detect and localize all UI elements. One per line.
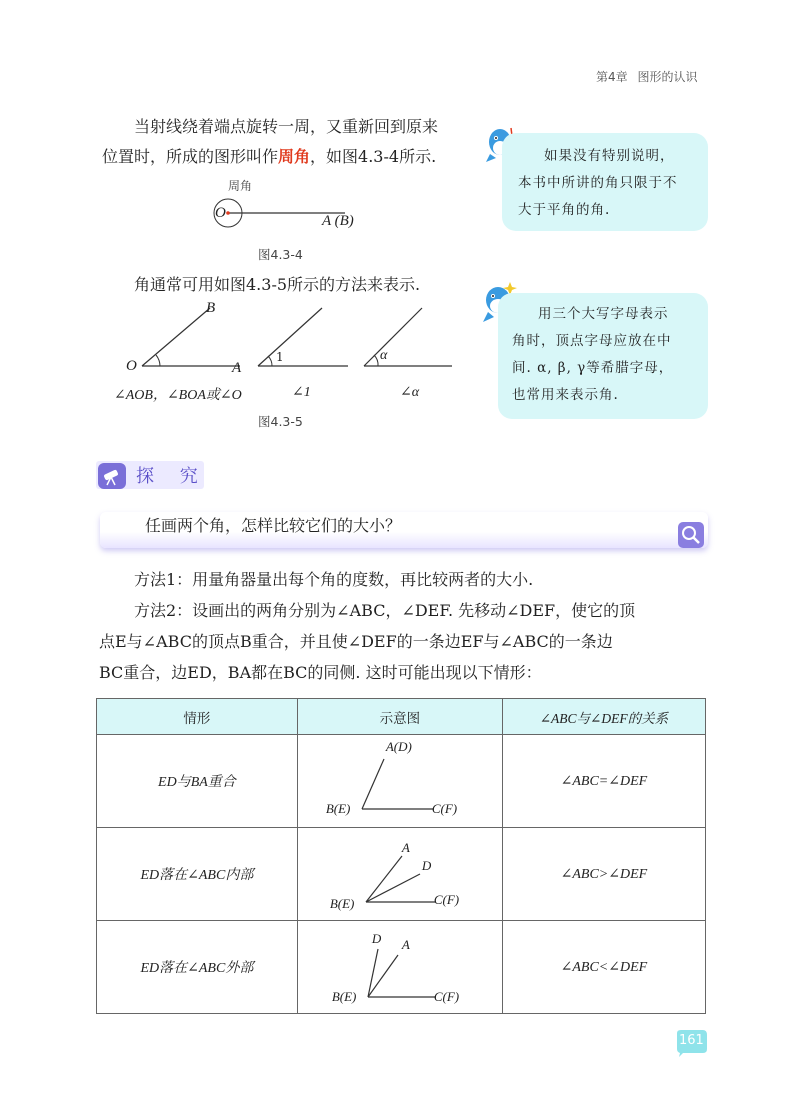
page-number: 161 xyxy=(679,1033,704,1048)
explore-question: 任画两个角，怎样比较它们的大小？ xyxy=(145,516,402,535)
situations-table xyxy=(96,698,706,1014)
row3-label-left: B(E) xyxy=(331,989,357,1004)
intro-line-1: 当射线绕着端点旋转一周，又重新回到原来 xyxy=(134,117,439,136)
method-1: 方法1：用量角器量出每个角的度数，再比较两者的大小. xyxy=(134,570,534,589)
fig435-subcaption-3: ∠α xyxy=(400,385,420,400)
note-box-1 xyxy=(502,133,708,231)
note-box-2 xyxy=(498,293,708,419)
intro-line-2-prefix: 位置时，所成的图形叫作 xyxy=(102,147,279,166)
note-2-line-2: 角时，顶点字母应放在中 xyxy=(512,333,672,349)
note-2-line-3: 间. α, β, γ等希腊字母， xyxy=(512,360,674,376)
note-2-line-1: 用三个大写字母表示 xyxy=(538,306,669,322)
row3-label-right: C(F) xyxy=(433,989,460,1004)
note-2-text xyxy=(498,293,708,409)
row1-relation: ∠ABC=∠DEF xyxy=(502,735,705,828)
chapter-number: 第4章 xyxy=(596,70,628,84)
fig434-label-top: 周角 xyxy=(228,179,253,193)
row3-relation: ∠ABC<∠DEF xyxy=(502,921,705,1014)
fig434-label-ab: A (B) xyxy=(322,213,354,229)
note-1-text xyxy=(502,133,708,224)
row1-label-top: A(D) xyxy=(385,739,412,754)
intro-paragraph xyxy=(102,112,494,172)
chapter-header xyxy=(596,68,697,85)
header-diagram: 示意图 xyxy=(297,699,502,735)
explore-title: 探 究 xyxy=(136,466,208,487)
figure-4-3-5 xyxy=(110,298,470,433)
method-2-line-1: 方法2：设画出的两角分别为∠ABC，∠DEF. 先移动∠DEF，使它的顶 xyxy=(134,601,636,620)
row3-diagram xyxy=(297,921,502,1014)
vertex-dot xyxy=(226,211,230,215)
row1-label-left: B(E) xyxy=(325,801,351,816)
fig434-label-o: O xyxy=(215,205,226,221)
telescope-icon xyxy=(98,463,126,489)
note-1-line-2: 本书中所讲的角只限于不 xyxy=(518,175,678,191)
fig435-label-b: B xyxy=(206,300,216,316)
row1-case: ED与BA重合 xyxy=(97,735,298,828)
table-row xyxy=(97,735,706,828)
angle-notation-diagrams xyxy=(110,298,470,378)
chapter-title: 图形的认识 xyxy=(637,70,698,84)
fig435-subcaption-2: ∠1 xyxy=(292,385,311,400)
row2-case: ED落在∠ABC内部 xyxy=(97,828,298,921)
method-2-line-2: 点E与∠ABC的顶点B重合，并且使∠DEF的一条边EF与∠ABC的一条边 xyxy=(99,632,613,651)
note-2-line-4: 也常用来表示角. xyxy=(512,387,619,403)
table-row xyxy=(97,828,706,921)
note-1-line-1: 如果没有特别说明， xyxy=(544,148,675,164)
header-case: 情形 xyxy=(97,699,298,735)
intro-line-2 xyxy=(102,142,494,172)
row2-label-right: C(F) xyxy=(433,892,460,907)
row1-diagram xyxy=(297,735,502,828)
table-row xyxy=(97,921,706,1014)
figure-4-3-4 xyxy=(200,175,380,265)
row1-label-right: C(F) xyxy=(431,801,458,816)
row2-diagram xyxy=(297,828,502,921)
row3-label-d: D xyxy=(371,931,382,946)
fig434-caption: 图4.3-4 xyxy=(258,247,303,262)
fig435-caption: 图4.3-5 xyxy=(258,414,303,429)
method-2-line-3: BC重合，边ED，BA都在BC的同侧. 这时可能出现以下情形： xyxy=(99,663,542,682)
row2-label-left: B(E) xyxy=(329,896,355,911)
fig435-label-o: O xyxy=(126,358,137,374)
intro-line-2-suffix: ，如图4.3-4所示. xyxy=(310,147,437,166)
header-relation: ∠ABC与∠DEF的关系 xyxy=(502,699,705,735)
row2-label-a: A xyxy=(401,840,410,855)
term-zhoujiao: 周角 xyxy=(278,147,311,166)
row3-label-a: A xyxy=(401,937,410,952)
row2-label-d: D xyxy=(421,858,432,873)
fig435-label-alpha: α xyxy=(380,348,388,363)
fig435-subcaption-1: ∠AOB，∠BOA或∠O xyxy=(114,388,242,403)
fig435-label-1: 1 xyxy=(276,350,284,364)
table-header-row xyxy=(97,699,706,735)
fig435-label-a: A xyxy=(232,360,242,376)
magnifier-icon xyxy=(678,522,704,548)
row2-relation: ∠ABC>∠DEF xyxy=(502,828,705,921)
row3-case: ED落在∠ABC外部 xyxy=(97,921,298,1014)
paragraph-angle-notation: 角通常可用如图4.3-5所示的方法来表示. xyxy=(134,275,421,294)
note-1-line-3: 大于平角的角. xyxy=(518,202,611,218)
